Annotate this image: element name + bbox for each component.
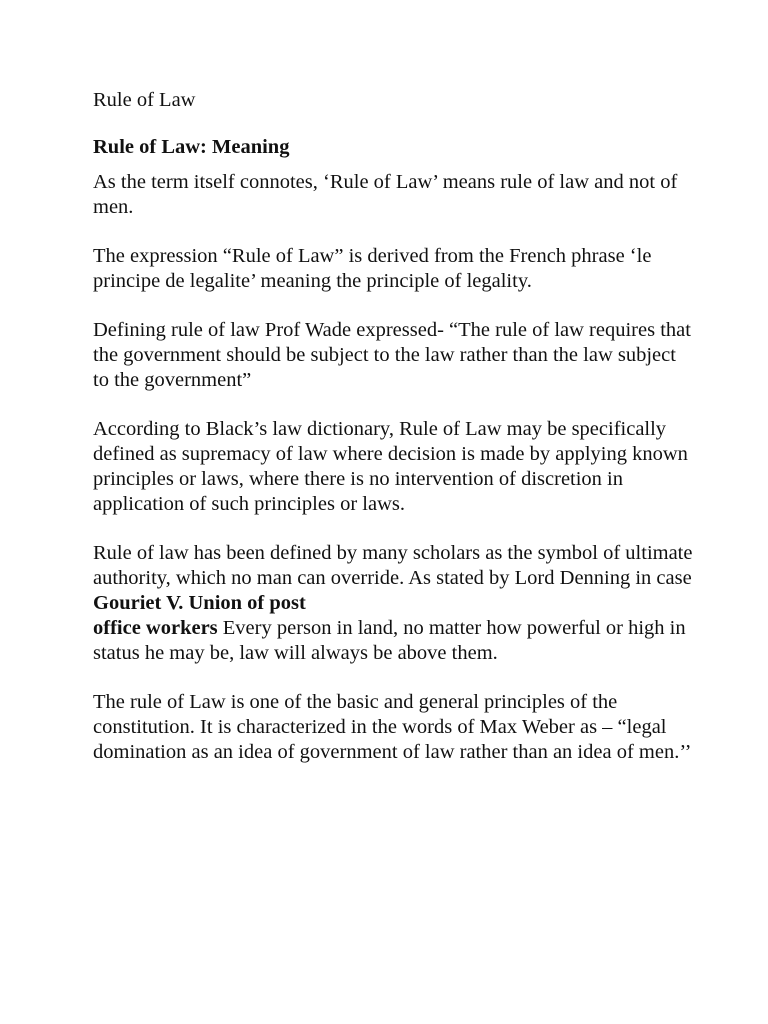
paragraph-text-before-case: Rule of law has been defined by many scholars as the symbol of ultimate authority, which no man can override. As stated by Lord Denning in case <box>93 542 693 589</box>
paragraph-lord-denning <box>93 541 693 666</box>
document-title: Rule of Law <box>93 89 196 111</box>
paragraph-meaning: As the term itself connotes, ‘Rule of Law’ means rule of law and not of men. <box>93 171 678 218</box>
case-name-line-1: Gouriet V. Union of post <box>93 592 306 614</box>
paragraph-expression: The expression “Rule of Law” is derived from the French phrase ‘le principe de legalite’ meaning the principle of legality. <box>93 245 652 292</box>
paragraph-prof-wade: Defining rule of law Prof Wade expressed- “The rule of law requires that the government should be subject to the law rather than the law subject to the government” <box>93 319 691 391</box>
section-heading: Rule of Law: Meaning <box>93 136 290 158</box>
paragraph-blacks-dictionary: According to Black’s law dictionary, Rule of Law may be specifically defined as supremacy of law where decision is made by applying known principles or laws, where there is no intervention of discretion in application of such principles or laws. <box>93 418 688 515</box>
paragraph-text-after-case: Every person in land, no matter how powerful or high in status he may be, law will always be above them. <box>93 617 686 664</box>
paragraph-max-weber: The rule of Law is one of the basic and general principles of the constitution. It is characterized in the words of Max Weber as – “legal domination as an idea of government of law rather than an idea of men.’’ <box>93 691 692 763</box>
case-name-line-2: office workers <box>93 617 218 639</box>
document-page <box>93 88 693 789</box>
